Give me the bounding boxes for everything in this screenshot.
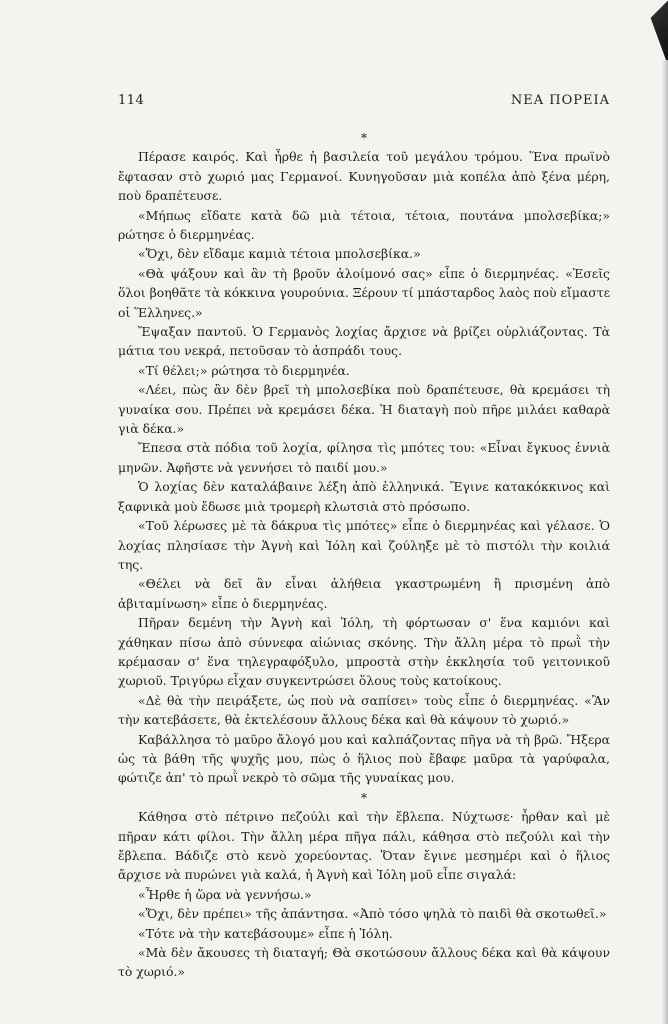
paragraph: «Ἦρθε ἡ ὥρα νὰ γεννήσω.» [138,886,312,902]
section-separator: * [360,130,368,145]
paragraph: «Ὄχι, δὲν πρέπει» τῆς ἀπάντησα. «Ἀπὸ τόσο ψηλὰ τὸ παιδὶ θὰ σκοτωθεῖ.» [138,906,607,922]
paragraph: «Μήπως εἴδατε κατὰ δῶ μιὰ τέτοια, τέτοια, πουτάνα μπολσεβίκα;» ρώτησε ὁ διερμηνέας. [118,207,610,243]
paragraph: «Μὰ δὲν ἄκουσες τὴ διαταγή; Θὰ σκοτώσουν ἄλλους δέκα καὶ θὰ κάψουν τὸ χωριό.» [118,945,610,980]
running-title: ΝΕΑ ΠΟΡΕΙΑ [510,93,610,108]
paragraph: Ἔπεσα στὰ πόδια τοῦ λοχία, φίλησα τὶς μπότες του: «Εἶναι ἔγκυος ἐννιὰ μηνῶν. Ἀφῆστε νὰ γεννήσει τὸ παιδί μου.» [118,440,610,475]
paragraph: Πέρασε καιρός. Καὶ ἦρθε ἡ βασιλεία τοῦ μεγάλου τρόμου. Ἕνα πρωϊνὸ ἔφτασαν στὸ χωριό μας Γερμανοί. Κυνηγοῦσαν μιὰ κοπέλα ἀπὸ ξένα μέρη, ποὺ δραπέτευσε. [118,149,610,204]
paragraph: «Θέλει νὰ δεῖ ἂν εἶναι ἀλήθεια γκαστρωμένη ἢ πρισμένη ἀπὸ ἀβιταμίνωση» εἶπε ὁ διερμηνέας. [118,576,610,611]
body-text [118,128,610,982]
page-number: 114 [118,93,145,108]
page-header [118,93,610,109]
paragraph: «Τότε νὰ τὴν κατεβάσουμε» εἶπε ἡ Ἰόλη. [138,925,393,941]
paragraph: «Θὰ ψάξουν καὶ ἂν τὴ βροῦν ἀλοίμονό σας» εἶπε ὁ διερμηνέας. «Ἐσεῖς ὅλοι βοηθᾶτε τὰ κόκκινα γουρούνια. Ξέρουν τί μπάσταρδος λαὸς ποὺ εἴμαστε οἱ Ἕλληνες.» [118,265,610,320]
paragraph: Πῆραν δεμένη τὴν Ἁγνὴ καὶ Ἰόλη, τὴ φόρτωσαν σ' ἕνα καμιόνι καὶ χάθηκαν πίσω ἀπὸ σύννεφα αἰώνιας σκόνης. Τὴν ἄλλη μέρα τὸ πρωῒ τὴν κρέμασαν σ' ἕνα τηλεγραφόξυλο, μπροστὰ στὴν ἐκκλησία τοῦ γειτονικοῦ χωριοῦ. Τριγύρω εἶχαν συγκεντρώσει ὅλους τοὺς κατοίκους. [118,615,610,689]
paragraph: Καβάλλησα τὸ μαῦρο ἄλογό μου καὶ καλπάζοντας πῆγα νὰ τὴ βρῶ. Ἤξερα ὡς τὰ βάθη τῆς ψυχῆς μου, πὼς ὁ ἥλιος ποὺ ἔβαφε μαῦρα τὰ γαρύφαλα, φώτιζε ἀπ' τὸ πρωῒ νεκρὸ τὸ σῶμα τῆς γυναίκας μου. [118,731,610,786]
paragraph: «Δὲ θὰ τὴν πειράξετε, ὡς ποὺ νὰ σαπίσει» τοὺς εἶπε ὁ διερμηνέας. «Ἂν τὴν κατεβάσετε, θὰ ἐκτελέσουν ἄλλους δέκα καὶ θὰ κάψουν τὸ χωριό.» [118,692,610,728]
paragraph: Κάθησα στὸ πέτρινο πεζούλι καὶ τὴν ἔβλεπα. Νύχτωσε· ἦρθαν καὶ μὲ πῆραν κάτι φίλοι. Τὴν ἄλλη μέρα πῆγα πάλι, κάθησα στὸ πεζούλι καὶ τὴν ἔβλεπα. Βάδιζε στὸ κενὸ χορεύοντας. Ὅταν ἔγινε μεσημέρι καὶ ὁ ἥλιος ἄρχισε νὰ πυρώνει γιὰ καλά, ἡ Ἁγνὴ καὶ Ἰόλη μοῦ εἶπε σιγαλά: [118,809,610,883]
paragraph: «Τί θέλει;» ρώτησα τὸ διερμηνέα. [138,362,350,378]
paragraph: «Ὄχι, δὲν εἴδαμε καμιὰ τέτοια μπολσεβίκα.» [138,246,421,262]
page-edge-shadow [662,60,668,1024]
paragraph: Ἔψαξαν παντοῦ. Ὁ Γερμανὸς λοχίας ἄρχισε νὰ βρίζει οὐρλιάζοντας. Τὰ μάτια του νεκρά, πετοῦσαν τὸ ἀσπράδι τους. [118,324,610,359]
paragraph: Ὁ λοχίας δὲν καταλάβαινε λέξη ἀπὸ ἑλληνικά. Ἔγινε κατακόκκινος καὶ ξαφνικὰ μοὺ ἔδωσε μιὰ τρομερὴ κλωτσιὰ στὸ πρόσωπο. [118,479,610,514]
paragraph: «Λέει, πὼς ἂν δὲν βρεῖ τὴ μπολσεβίκα ποὺ δραπέτευσε, θὰ κρεμάσει τὴ γυναίκα σου. Πρέπει νὰ κρεμάσει δέκα. Ἡ διαταγὴ ποὺ πῆρε μιλάει καθαρὰ γιὰ δέκα.» [118,382,610,437]
paragraph: «Τοῦ λέρωσες μὲ τὰ δάκρυα τὶς μπότες» εἶπε ὁ διερμηνέας καὶ γέλασε. Ὁ λοχίας πλησίασε τὴν Ἁγνὴ καὶ Ἰόλη καὶ ζούληξε μὲ τὸ πιστόλι τὴν κοιλιά της. [118,518,610,572]
page-corner-shadow [628,0,668,60]
section-separator: * [360,789,368,805]
